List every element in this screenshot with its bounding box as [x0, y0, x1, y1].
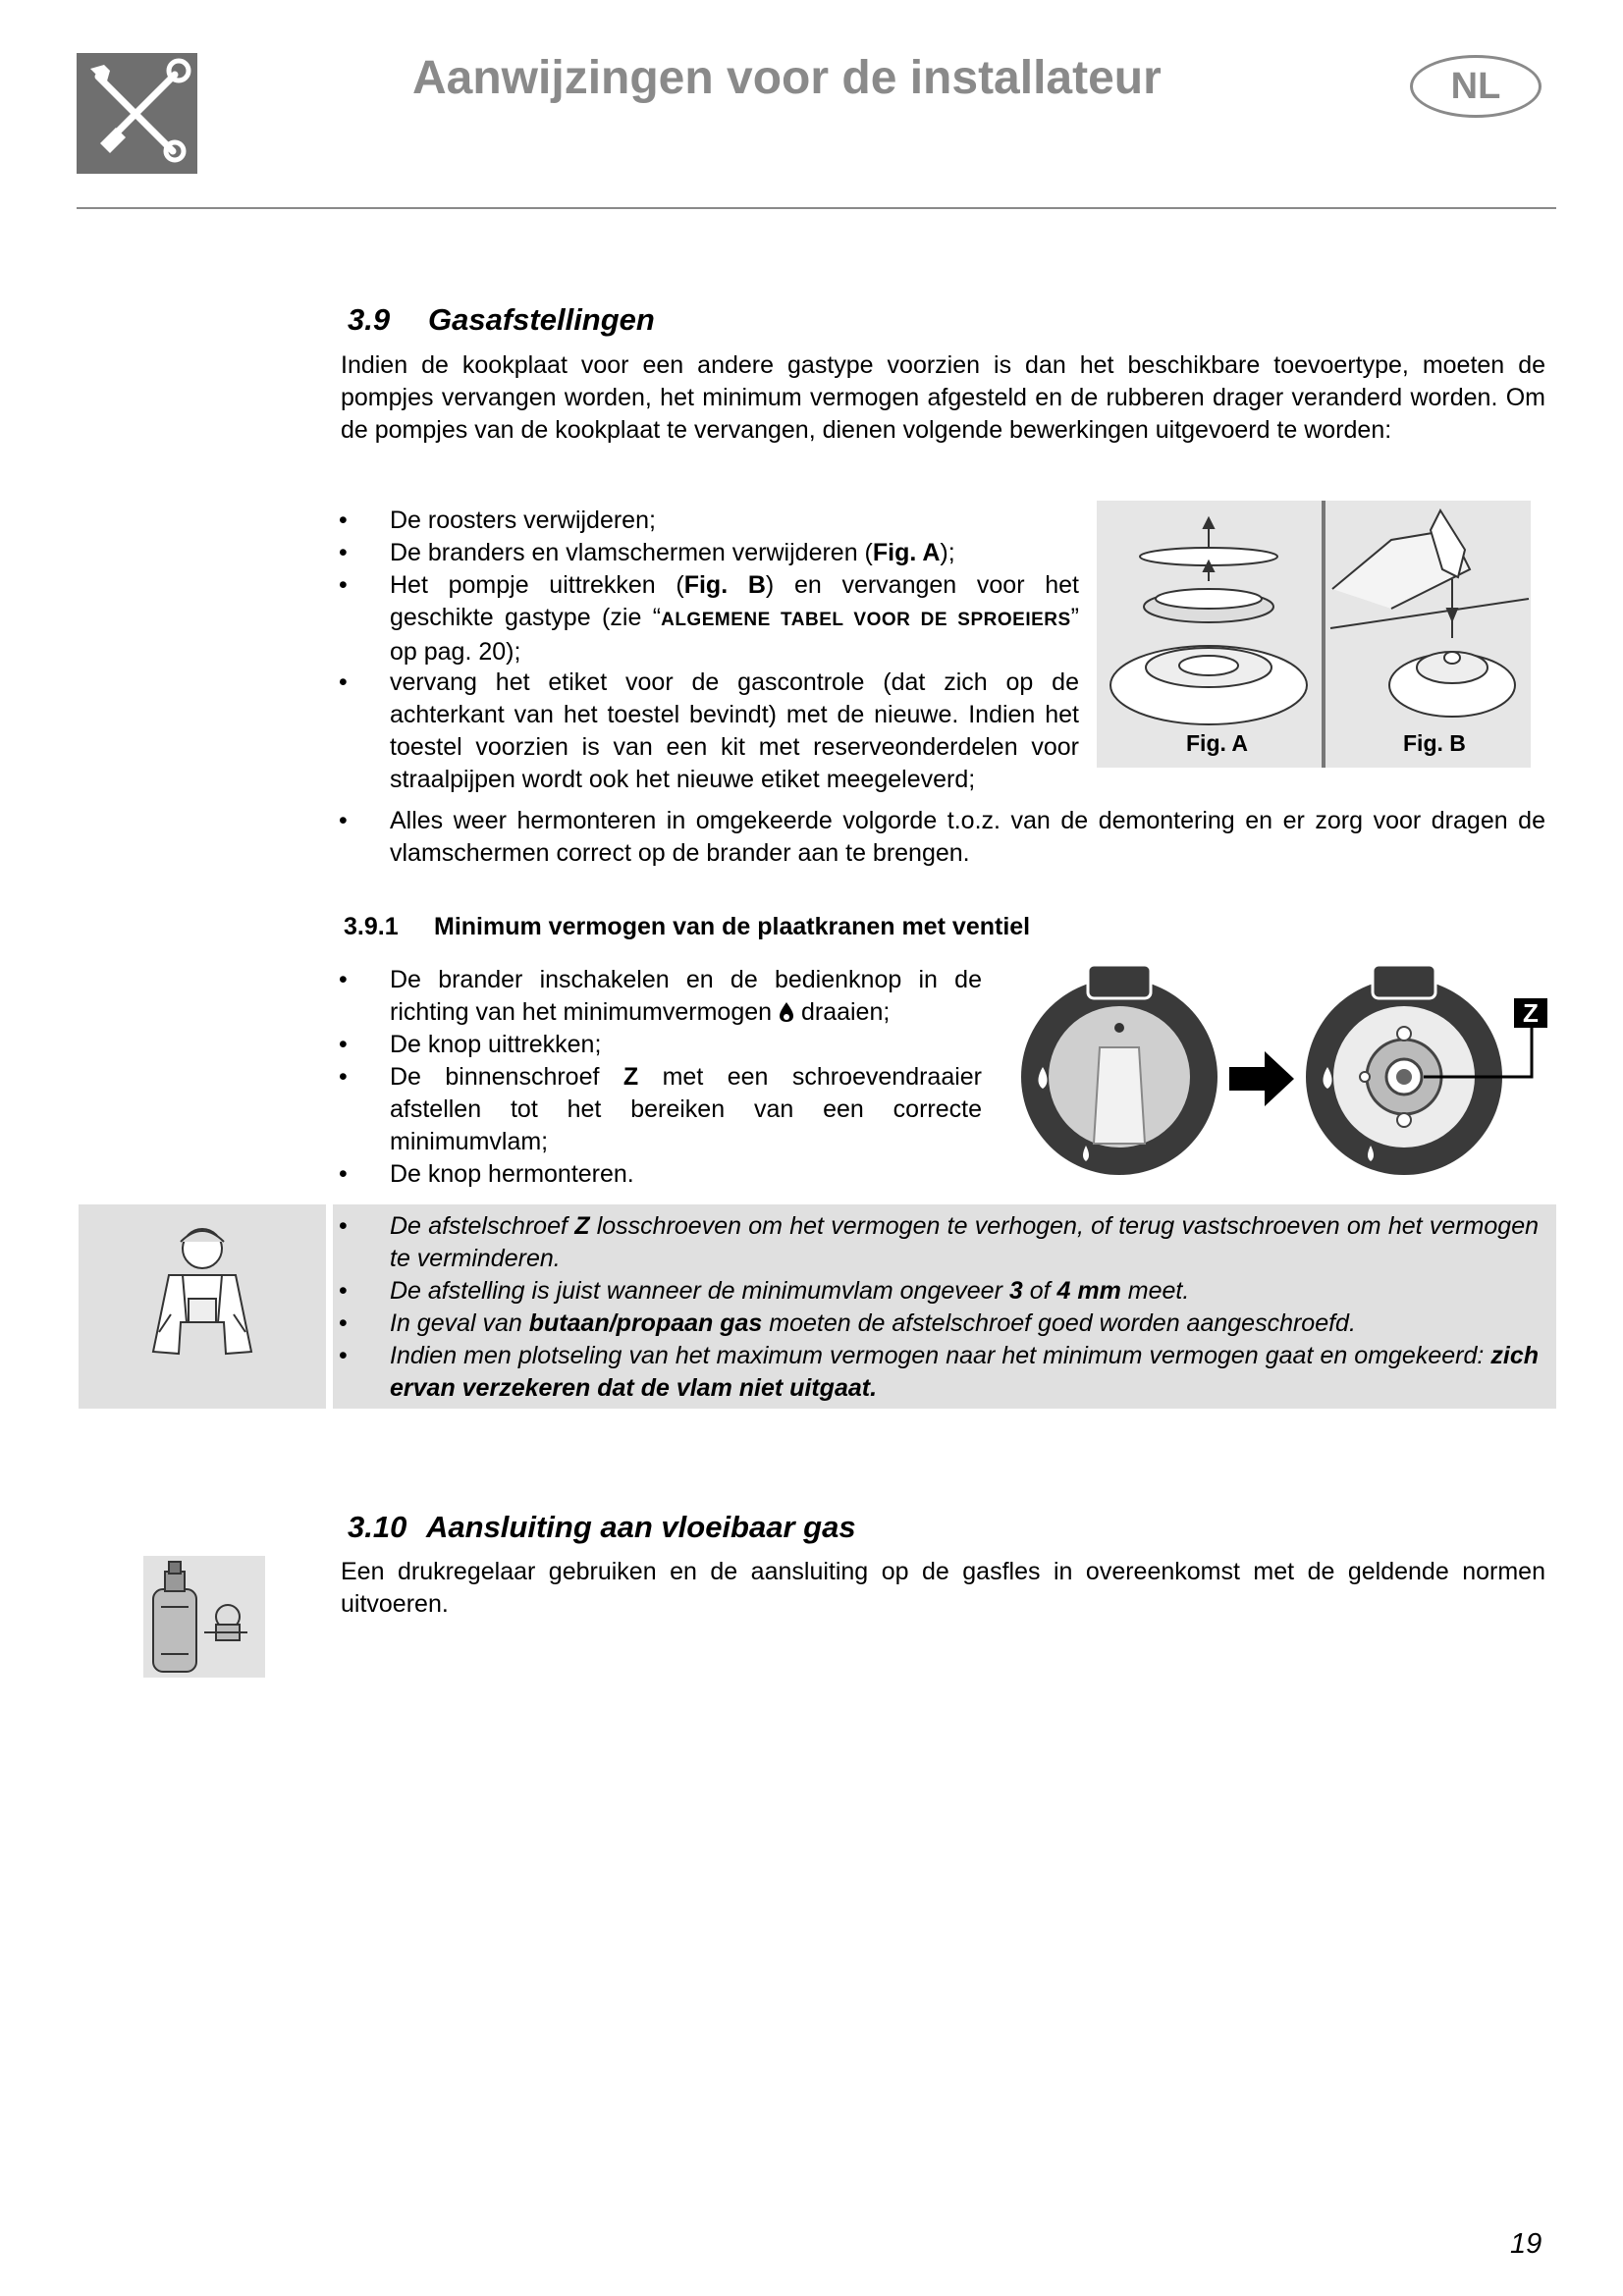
warning-text: zich ervan verzekeren dat de vlam niet uitgaat. [390, 1342, 1539, 1402]
value-4mm: 4 mm [1056, 1277, 1121, 1305]
subsection-3-9-1-title [344, 913, 1030, 941]
figure-divider [1322, 501, 1325, 768]
list-item [339, 1029, 982, 1061]
list-item-text: draaien; [800, 998, 891, 1026]
installer-person-icon [79, 1204, 326, 1409]
tools-icon [77, 53, 197, 174]
bullet: • [339, 507, 348, 534]
list-item [339, 569, 1079, 668]
list-item-text: ” op pag. 20); [390, 604, 1079, 666]
list-item-text: De knop hermonteren. [390, 1160, 634, 1188]
section-number: 3.9 [348, 302, 391, 337]
list-item-text: De knop uittrekken; [390, 1031, 602, 1058]
list-item [339, 805, 1545, 870]
figure-reference: Fig. A [872, 539, 941, 566]
gas-type: butaan/propaan gas [528, 1309, 763, 1337]
section-heading: Gasafstellingen [428, 302, 655, 337]
section-3-9-title [348, 302, 655, 338]
bullet: • [339, 668, 348, 696]
bullet: • [339, 1212, 348, 1240]
installer-note-box [79, 1204, 1556, 1409]
list-item-text: De binnenschroef [390, 1063, 600, 1091]
gas-bottle-regulator-icon [143, 1556, 265, 1678]
installer-note-text [333, 1204, 1556, 1409]
figure-burner-disassembly [1097, 501, 1531, 768]
list-item-text: losschroeven om het vermogen te verhogen, of terug vastschroeven om het vermogen te verminderen. [390, 1212, 1540, 1272]
installer-illustration [79, 1204, 326, 1409]
section-heading: Aansluiting aan vloeibaar gas [426, 1510, 856, 1544]
list-item-text: ); [940, 539, 955, 566]
section-number: 3.10 [348, 1510, 407, 1544]
screw-label: Z [574, 1212, 590, 1240]
screwdriver-wrench-icon [77, 53, 197, 174]
knob-illustration [1021, 957, 1551, 1188]
bullet: • [339, 539, 348, 566]
bullet: • [339, 1031, 348, 1058]
value-3: 3 [1008, 1277, 1023, 1305]
bullet: • [339, 1342, 348, 1369]
bullet: • [339, 1160, 348, 1188]
bullet: • [339, 966, 348, 993]
list-item-text: met een schroevendraaier afstellen tot het bereiken van een correcte minimumvlam; [390, 1063, 983, 1155]
list-item-text: De brander inschakelen en de bedienknop in de richting van het minimumvermogen [390, 966, 982, 1026]
bullet: • [339, 1063, 348, 1091]
list-item-text: vervang het etiket voor de gascontrole (dat zich op de achterkant van het toestel bevindt) met de nieuwe. Indien het toestel voorzien is van een kit met reserveonderdelen voor straalpijpen wordt ook het nieuwe etiket meegeleverd; [390, 668, 1079, 793]
knob-adjustment-figure [1021, 957, 1551, 1188]
section-3-10-body: Een drukregelaar gebruiken en de aansluiting op de gasfles in overeenkomst met de geldende normen uitvoeren. [341, 1558, 1545, 1618]
z-label: Z [1523, 998, 1539, 1028]
section-3-9-intro: Indien de kookplaat voor een andere gastype voorzien is dan het beschikbare toevoertype, moeten de pompjes vervangen worden, het minimum vermogen afgesteld en de rubberen drager veranderd worden. Om de pompjes van de kookplaat te vervangen, dienen volgende bewerkingen uitgevoerd te worden: [341, 351, 1545, 444]
gas-cylinder-icon [143, 1556, 265, 1678]
figure-reference: Fig. B [683, 571, 766, 599]
list-item [339, 1340, 1539, 1405]
screw-label: Z [622, 1063, 639, 1091]
list-item [339, 505, 1077, 537]
list-item [339, 1061, 983, 1158]
list-item [339, 964, 982, 1029]
list-item [339, 537, 1077, 569]
list-item-text: De branders en vlamschermen verwijderen ( [390, 539, 873, 566]
header-title: Aanwijzingen voor de installateur [412, 52, 1162, 104]
list-item-text: meet. [1127, 1277, 1190, 1305]
language-badge: NL [1410, 55, 1542, 118]
list-item-text: ) en vervangen voor het geschikte gastype (zie “ [390, 571, 1079, 631]
bullet: • [339, 1309, 348, 1337]
list-item [339, 1308, 1539, 1340]
bullet: • [339, 1277, 348, 1305]
list-item-text: De afstelschroef [390, 1212, 568, 1240]
burner-illustration [1097, 501, 1531, 768]
list-item [339, 1158, 982, 1191]
list-item [339, 1210, 1540, 1275]
header-divider [77, 207, 1556, 209]
list-item-text: moeten de afstelschroef goed worden aangeschroefd. [769, 1309, 1356, 1337]
bullet: • [339, 571, 348, 599]
figure-b-label: Fig. B [1403, 730, 1466, 756]
page-number: 19 [1510, 2228, 1542, 2260]
list-item-text: of [1029, 1277, 1051, 1305]
table-reference: ALGEMENE TABEL VOOR DE SPROEIERS [661, 610, 1071, 630]
figure-a-label: Fig. A [1186, 730, 1249, 756]
list-item-text: Het pompje uittrekken ( [390, 571, 684, 599]
list-item [339, 1275, 1539, 1308]
flame-icon [779, 1001, 794, 1023]
list-item-text: Indien men plotseling van het maximum vermogen naar het minimum vermogen gaat en omgekeerd: [390, 1342, 1485, 1369]
subsection-number: 3.9.1 [344, 913, 399, 940]
subsection-heading: Minimum vermogen van de plaatkranen met ventiel [434, 913, 1031, 940]
list-item-text: In geval van [390, 1309, 522, 1337]
list-item [339, 667, 1079, 796]
list-item-text: De afstelling is juist wanneer de minimumvlam ongeveer [390, 1277, 1002, 1305]
list-item-text: De roosters verwijderen; [390, 507, 656, 534]
section-3-10-title [348, 1510, 856, 1545]
list-item-text: Alles weer hermonteren in omgekeerde volgorde t.o.z. van de demontering en er zorg voor dragen de vlamschermen correct op de brander aan te brengen. [390, 807, 1545, 867]
bullet: • [339, 807, 348, 834]
